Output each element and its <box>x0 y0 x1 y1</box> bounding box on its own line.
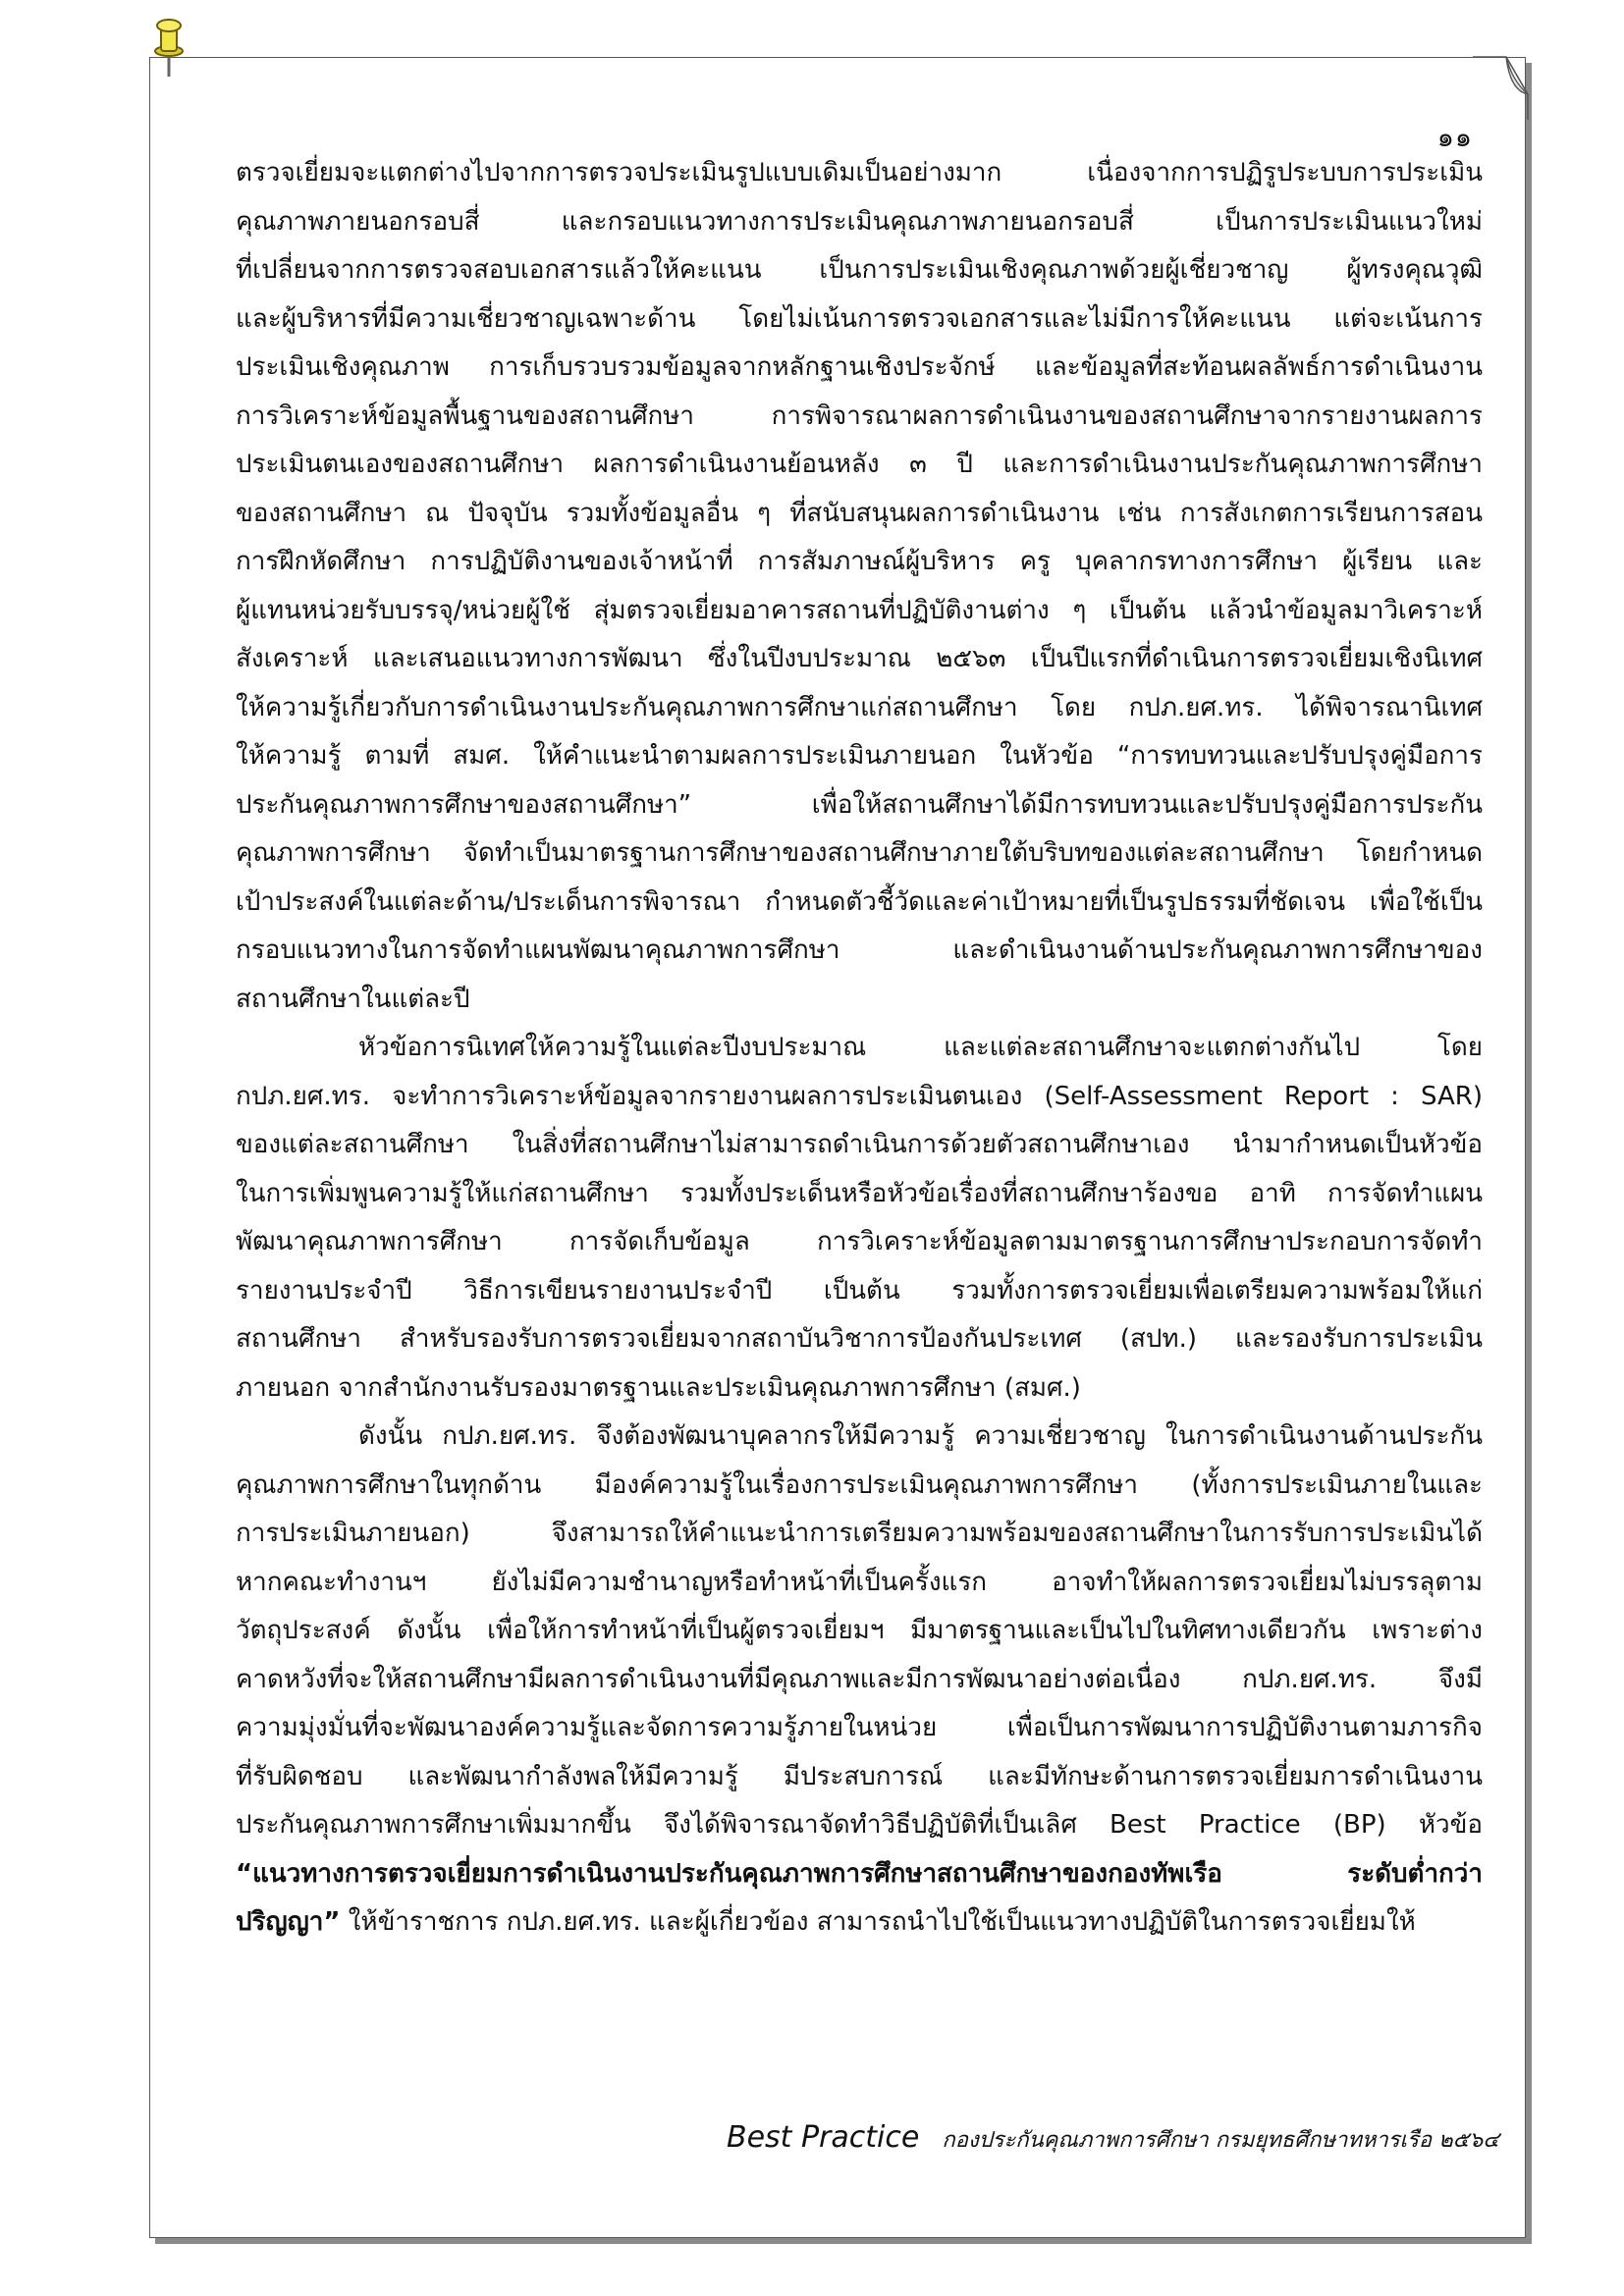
text-line: ประกันคุณภาพการศึกษาของสถานศึกษา” เพื่อให้สถานศึกษาได้มีการทบทวนและปรับปรุงคู่มือการประกัน <box>236 789 1483 820</box>
text-line: รายงานประจำปี วิธีการเขียนรายงานประจำปี เป็นต้น รวมทั้งการตรวจเยี่ยมเพื่อเตรียมความพร้อมให้แก่ <box>236 1275 1483 1306</box>
text-line: คาดหวังที่จะให้สถานศึกษามีผลการดำเนินงานที่มีคุณภาพและมีการพัฒนาอย่างต่อเนื่อง กปภ.ยศ.ทร. จึงมี <box>236 1664 1483 1694</box>
footer-title: Best Practice <box>727 2120 920 2155</box>
text-line: หัวข้อการนิเทศให้ความรู้ในแต่ละปีงบประมาณ และแต่ละสถานศึกษาจะแตกต่างกันไป โดย <box>358 1033 1483 1062</box>
text-line: คุณภาพการศึกษาในทุกด้าน มีองค์ความรู้ในเรื่องการประเมินคุณภาพการศึกษา (ทั้งการประเมินภายในและ <box>236 1469 1483 1500</box>
paragraph <box>236 149 1483 1024</box>
text-line: ตรวจเยี่ยมจะแตกต่างไปจากการตรวจประเมินรูปแบบเดิมเป็นอย่างมาก เนื่องจากการปฏิรูประบบการประเมิน <box>236 158 1483 187</box>
page-footer <box>727 2120 1512 2157</box>
text-line: สังเคราะห์ และเสนอแนวทางการพัฒนา ซึ่งในปีงบประมาณ ๒๕๖๓ เป็นปีแรกที่ดำเนินการตรวจเยี่ยมเชิงนิเทศ <box>236 644 1483 673</box>
text-line: ในการเพิ่มพูนความรู้ให้แก่สถานศึกษา รวมทั้งประเด็นหรือหัวข้อเรื่องที่สถานศึกษาร้องขอ อาทิ การจัดทำแผน <box>236 1178 1483 1208</box>
text-line: การประเมินภายนอก) จึงสามารถให้คำแนะนำการเตรียมความพร้อมของสถานศึกษาในการรับการประเมินได้ <box>236 1519 1483 1548</box>
text-line: ประกันคุณภาพการศึกษาเพิ่มมากขึ้น จึงได้พิจารณาจัดทำวิธีปฏิบัติที่เป็นเลิศ Best Practice (BP) หัวข้อ <box>236 1810 1483 1840</box>
text-line: กรอบแนวทางในการจัดทำแผนพัฒนาคุณภาพการศึกษา และดำเนินงานด้านประกันคุณภาพการศึกษาของ <box>236 935 1483 965</box>
text-line: ที่เปลี่ยนจากการตรวจสอบเอกสารแล้วให้คะแนน เป็นการประเมินเชิงคุณภาพด้วยผู้เชี่ยวชาญ ผู้ทรงคุณวุฒิ <box>236 255 1483 285</box>
text-line: กปภ.ยศ.ทร. จะทำการวิเคราะห์ข้อมูลจากรายงานผลการประเมินตนเอง (Self-Assessment Report : SAR) <box>236 1081 1483 1111</box>
text-line: ดังนั้น กปภ.ยศ.ทร. จึงต้องพัฒนาบุคลากรให้มีความรู้ ความเชี่ยวชาญ ในการดำเนินงานด้านประกัน <box>358 1421 1483 1451</box>
text-line: ให้ความรู้ ตามที่ สมศ. ให้คำแนะนำตามผลการประเมินภายนอก ในหัวข้อ “การทบทวนและปรับปรุงคู่มือการ <box>236 741 1483 771</box>
text-line: พัฒนาคุณภาพการศึกษา การจัดเก็บข้อมูล การวิเคราะห์ข้อมูลตามมาตรฐานการศึกษาประกอบการจัดทำ <box>236 1227 1483 1256</box>
body-text <box>236 149 1483 1948</box>
text-line: และผู้บริหารที่มีความเชี่ยวชาญเฉพาะด้าน โดยไม่เน้นการตรวจเอกสารและไม่มีการให้คะแนน แต่จะเน้นการ <box>236 303 1483 334</box>
text-line: ประเมินตนเองของสถานศึกษา ผลการดำเนินงานย้อนหลัง ๓ ปี และการดำเนินงานประกันคุณภาพการศึกษา <box>236 450 1483 479</box>
paragraph <box>236 1413 1483 1948</box>
text-line: วัตถุประสงค์ ดังนั้น เพื่อให้การทำหน้าที่เป็นผู้ตรวจเยี่ยมฯ มีมาตรฐานและเป็นไปในทิศทางเดียวกัน เพราะต่าง <box>236 1616 1483 1645</box>
text-line: ที่รับผิดชอบ และพัฒนากำลังพลให้มีความรู้ มีประสบการณ์ และมีทักษะด้านการตรวจเยี่ยมการดำเนินงาน <box>236 1761 1483 1791</box>
page-curl-icon <box>1473 51 1532 120</box>
text-line: ปริญญา” ให้ข้าราชการ กปภ.ยศ.ทร. และผู้เกี่ยวข้อง สามารถนำไปใช้เป็นแนวทางปฏิบัติในการตรวจเยี่ยมให้ <box>236 1907 1416 1937</box>
text-line: เป้าประสงค์ในแต่ละด้าน/ประเด็นการพิจารณา กำหนดตัวชี้วัดและค่าเป้าหมายที่เป็นรูปธรรมที่ชัดเจน เพื่อใช้เป็น <box>236 886 1483 917</box>
pushpin-icon <box>147 12 187 80</box>
footer-organization: กองประกันคุณภาพการศึกษา กรมยุทธศึกษาทหารเรือ ๒๕๖๔ <box>942 2128 1499 2153</box>
text-line: คุณภาพภายนอกรอบสี่ และกรอบแนวทางการประเมินคุณภาพภายนอกรอบสี่ เป็นการประเมินแนวใหม่ <box>236 206 1483 237</box>
text-line: หากคณะทำงานฯ ยังไม่มีความชำนาญหรือทำหน้าที่เป็นครั้งแรก อาจทำให้ผลการตรวจเยี่ยมไม่บรรลุตาม <box>236 1567 1483 1597</box>
text-line: ของสถานศึกษา ณ ปัจจุบัน รวมทั้งข้อมูลอื่น ๆ ที่สนับสนุนผลการดำเนินงาน เช่น การสังเกตการเรียนการสอน <box>236 498 1483 528</box>
text-line: ผู้แทนหน่วยรับบรรจุ/หน่วยผู้ใช้ สุ่มตรวจเยี่ยมอาคารสถานที่ปฏิบัติงานต่าง ๆ เป็นต้น แล้วนำข้อมูลมาวิเคราะห์ <box>236 595 1483 625</box>
text-line: สถานศึกษาในแต่ละปี <box>236 984 470 1014</box>
page-number: ๑๑ <box>1436 123 1473 153</box>
bold-title-line: “แนวทางการตรวจเยี่ยมการดำเนินงานประกันคุณภาพการศึกษาสถานศึกษาของกองทัพเรือ ระดับต่ำกว่า <box>236 1858 1483 1889</box>
text-line: ภายนอก จากสำนักงานรับรองมาตรฐานและประเมินคุณภาพการศึกษา (สมศ.) <box>236 1372 1081 1403</box>
text-line: ความมุ่งมั่นที่จะพัฒนาองค์ความรู้และจัดการความรู้ภายในหน่วย เพื่อเป็นการพัฒนาการปฏิบัติงานตามภารกิจ <box>236 1713 1483 1742</box>
text-line: ของแต่ละสถานศึกษา ในสิ่งที่สถานศึกษาไม่สามารถดำเนินการด้วยตัวสถานศึกษาเอง นำมากำหนดเป็นหัวข้อ <box>236 1130 1483 1159</box>
text-line: การวิเคราะห์ข้อมูลพื้นฐานของสถานศึกษา การพิจารณาผลการดำเนินงานของสถานศึกษาจากรายงานผลการ <box>236 400 1483 431</box>
text-line: ให้ความรู้เกี่ยวกับการดำเนินงานประกันคุณภาพการศึกษาแก่สถานศึกษา โดย กปภ.ยศ.ทร. ได้พิจารณานิเทศ <box>236 692 1483 722</box>
text-line: สถานศึกษา สำหรับรองรับการตรวจเยี่ยมจากสถาบันวิชาการป้องกันประเทศ (สปท.) และรองรับการประเมิน <box>236 1324 1483 1354</box>
text-line: การฝึกหัดศึกษา การปฏิบัติงานของเจ้าหน้าที่ การสัมภาษณ์ผู้บริหาร ครู บุคลากรทางการศึกษา ผู้เรียน และ <box>236 547 1483 576</box>
text-line: คุณภาพการศึกษา จัดทำเป็นมาตรฐานการศึกษาของสถานศึกษาภายใต้บริบทของแต่ละสถานศึกษา โดยกำหนด <box>236 838 1483 868</box>
text-line: ประเมินเชิงคุณภาพ การเก็บรวบรวมข้อมูลจากหลักฐานเชิงประจักษ์ และข้อมูลที่สะท้อนผลลัพธ์การดำเนินงาน <box>236 352 1483 382</box>
paragraph <box>236 1024 1483 1413</box>
